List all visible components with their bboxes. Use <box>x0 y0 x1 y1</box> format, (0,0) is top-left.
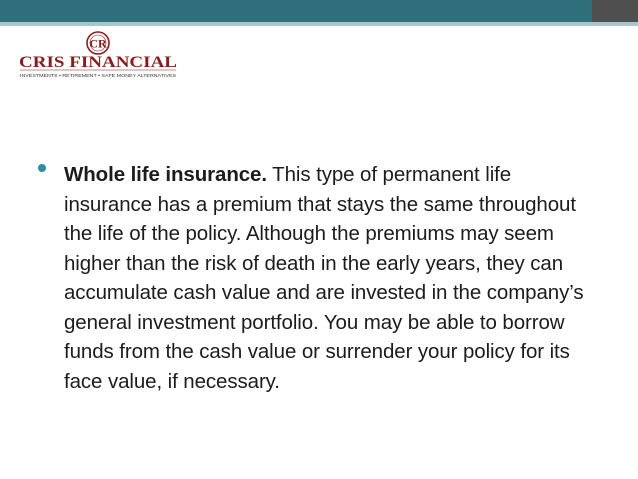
paragraph-lead: Whole life insurance. <box>64 163 267 186</box>
bullet-paragraph <box>64 160 598 396</box>
header-accent-block <box>592 0 638 22</box>
slide-body <box>38 160 598 396</box>
header-bar <box>0 0 638 22</box>
cr-monogram-icon <box>16 30 181 82</box>
logo-tagline: INVESTMENTS • RETIREMENT • SAFE MONEY ALTERNATIVES <box>20 73 176 78</box>
logo-monogram: CR <box>89 36 107 51</box>
company-logo <box>16 30 181 82</box>
logo-company-name: CRIS FINANCIAL <box>19 54 177 71</box>
bullet-icon <box>38 164 46 172</box>
header-divider <box>0 22 638 26</box>
paragraph-text: This type of permanent life insurance has a premium that stays the same throughout the life of the policy. Although the premiums may seem higher than the risk of death in the early years, they can accumulate cash value and are invested in the company’s general investment portfolio. You may be able to borrow funds from the cash value or surrender your policy for its face value, if necessary. <box>64 163 584 393</box>
